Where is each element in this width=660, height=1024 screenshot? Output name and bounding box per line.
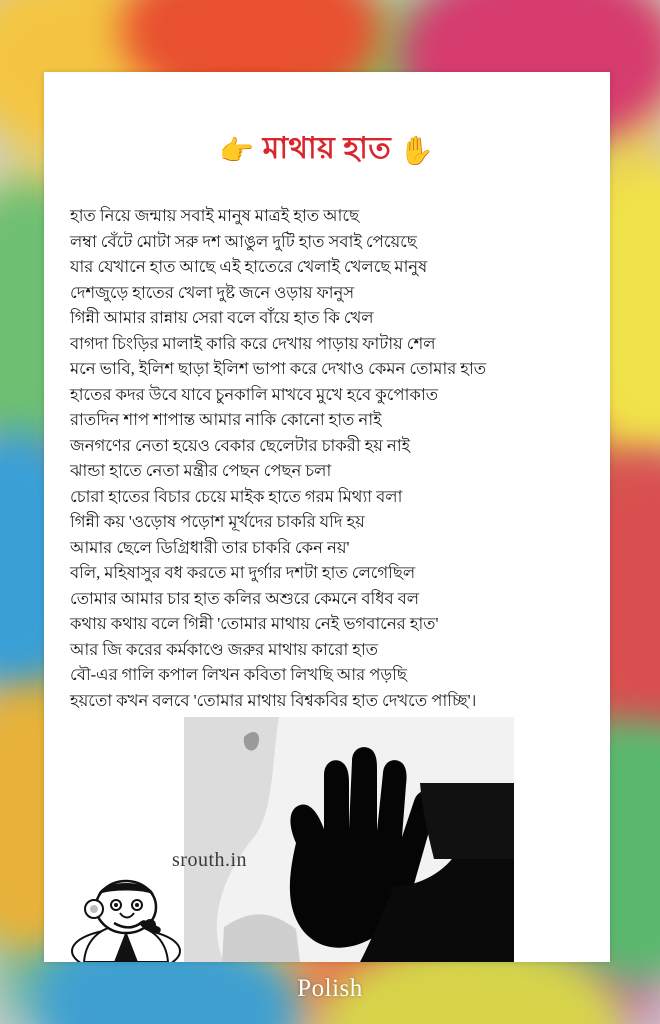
raised-hand-icon: ✋ — [399, 136, 435, 167]
app-watermark-label: Polish — [297, 975, 363, 1002]
poem-card — [44, 72, 610, 962]
poem-line: বৌ-এর গালি কপাল লিখন কবিতা লিখছি আর পড়ছি — [70, 665, 407, 684]
poem-line: তোমার আমার চার হাত কলির অশুরে কেমনে বধিব বল — [70, 588, 420, 608]
poem-line: জনগণের নেতা হয়েও বেকার ছেলেটার চাকরী হয় নাই — [70, 435, 411, 455]
poem-line: আর জি করের কর্মকাণ্ডে জরুর মাথায় কারো হাত — [70, 639, 379, 659]
site-watermark: srouth.in — [172, 849, 248, 871]
caricature-icon — [54, 867, 204, 962]
poem-title-text: মাথায় হাত — [262, 132, 392, 165]
page-title — [44, 72, 610, 185]
poem-line: মনে ভাবি, ইলিশ ছাড়া ইলিশ ভাপা করে দেখাও কেমন তোমার হাত — [70, 359, 487, 378]
poem-line: বলি, মহিষাসুর বধ করতে মা দুর্গার দশটা হাত লেগেছিল — [70, 563, 416, 582]
poem-line: চোরা হাতের বিচার চেয়ে মাইক হাতে গরম মিথ্যা বলা — [70, 486, 403, 506]
poem-line: দেশজুড়ে হাতের খেলা দুষ্ট জনে ওড়ায় ফানুস — [70, 282, 355, 302]
poem-line: আমার ছেলে ডিগ্রিধারী তার চাকরি কেন নয়' — [70, 537, 350, 557]
poem-line: হয়তো কখন বলবে 'তোমার মাথায় বিশ্বকবির হাত দেখতে পাচ্ছি'। — [70, 690, 477, 710]
poem-line: কথায় কথায় বলে গিন্নী 'তোমার মাথায় নেই ভগবানের হাত' — [70, 614, 439, 633]
illustration — [44, 717, 610, 962]
poem-body — [44, 185, 610, 713]
poem-line: বাগদা চিংড়ির মালাই কারি করে দেখায় পাড়ায় ফাটায় শেল — [70, 333, 436, 353]
poem-line: হাতের কদর উবে যাবে চুনকালি মাখবে মুখে হবে কুপোকাত — [70, 384, 439, 404]
app-watermark — [265, 968, 395, 1010]
poem-line: লম্বা বেঁটে মোটা সরু দশ আঙুল দুটি হাত সবাই পেয়েছে — [70, 231, 417, 251]
poem-line: হাত নিয়ে জন্মায় সবাই মানুষ মাত্রই হাত আছে — [70, 206, 360, 225]
point-right-icon: 👉 — [219, 136, 255, 167]
poem-line: যার যেখানে হাত আছে এই হাতেরে খেলাই খেলছে মানুষ — [70, 257, 428, 276]
black-hand-silhouette-icon — [184, 717, 514, 962]
poem-line: ঝান্ডা হাতে নেতা মন্ত্রীর পেছন পেছন চলা — [70, 461, 332, 480]
poem-line: গিন্নী আমার রান্নায় সেরা বলে বাঁয়ে হাত কি খেল — [70, 308, 374, 327]
poem-line: রাতদিন শাপ শাপান্ত আমার নাকি কোনো হাত নাই — [70, 410, 382, 429]
poem-line: গিন্নী কয় 'ওড়োষ পড়োশ মূর্খদের চাকরি যদি হয় — [70, 512, 365, 531]
